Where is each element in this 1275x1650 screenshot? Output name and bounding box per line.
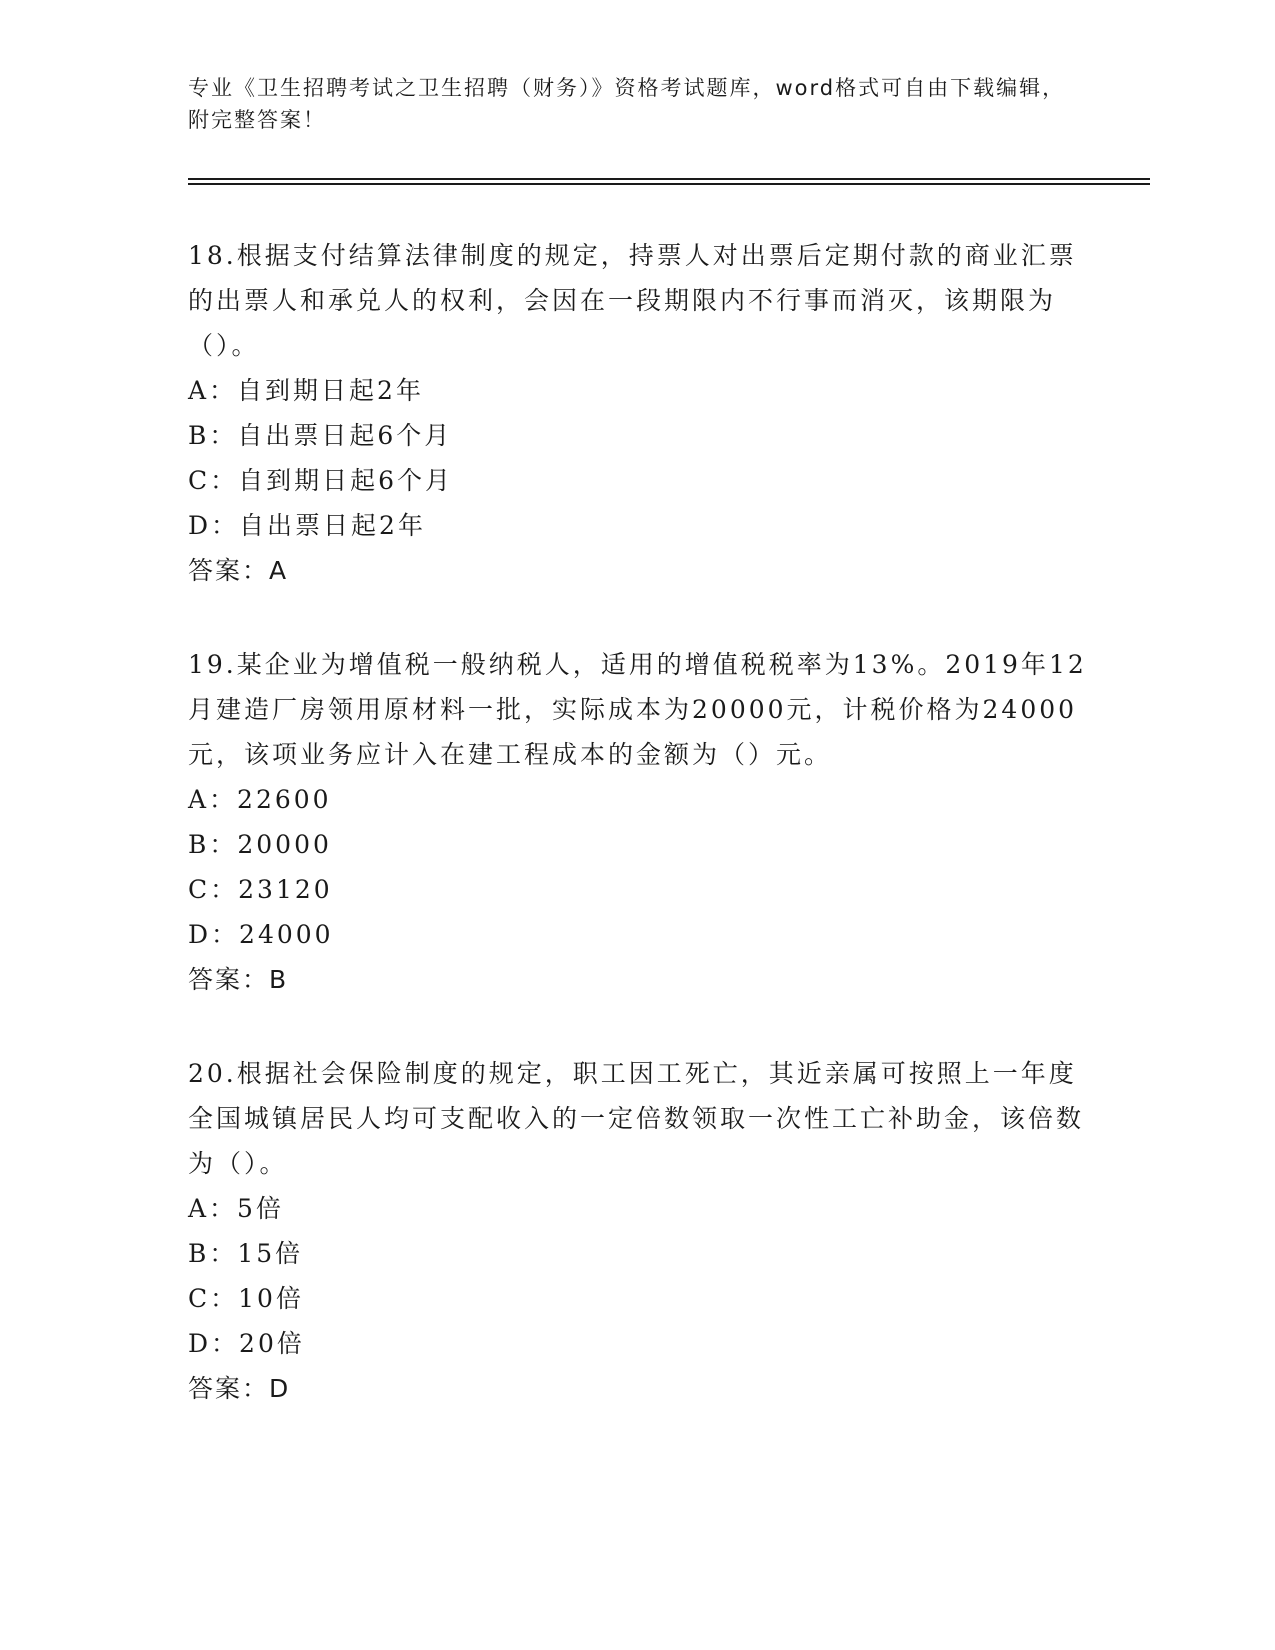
answer-label: 答案：A xyxy=(188,556,289,585)
option-a: A：22600 xyxy=(188,785,332,814)
option-b: B：20000 xyxy=(188,830,332,859)
option-a: A：自到期日起2年 xyxy=(188,376,424,405)
header-divider-top xyxy=(188,178,1150,180)
question-18 xyxy=(188,233,1088,593)
question-text: 19.某企业为增值税一般纳税人，适用的增值税税率为13%。2019年12月建造厂房领用原材料一批，实际成本为20000元，计税价格为24000元，该项业务应计入在建工程成本的金额为（）元。 xyxy=(188,650,1087,769)
option-b: B：自出票日起6个月 xyxy=(188,421,453,450)
question-20 xyxy=(188,1051,1088,1411)
option-c: C：自到期日起6个月 xyxy=(188,466,454,495)
option-a: A：5倍 xyxy=(188,1194,284,1223)
option-list xyxy=(188,1186,1088,1366)
option-b: B：15倍 xyxy=(188,1239,304,1268)
option-list xyxy=(188,368,1088,548)
question-text: 18.根据支付结算法律制度的规定，持票人对出票后定期付款的商业汇票的出票人和承兑人的权利，会因在一段期限内不行事而消灭，该期限为（）。 xyxy=(188,241,1077,360)
question-19 xyxy=(188,642,1088,1002)
answer-label: 答案：D xyxy=(188,1374,291,1403)
option-d: D：自出票日起2年 xyxy=(188,511,426,540)
option-d: D：24000 xyxy=(188,920,334,949)
header-divider-bottom xyxy=(188,183,1150,185)
answer-label: 答案：B xyxy=(188,965,289,994)
question-text: 20.根据社会保险制度的规定，职工因工死亡，其近亲属可按照上一年度全国城镇居民人均可支配收入的一定倍数领取一次性工亡补助金，该倍数为（）。 xyxy=(188,1059,1085,1178)
option-list xyxy=(188,777,1088,957)
option-c: C：23120 xyxy=(188,875,333,904)
option-d: D：20倍 xyxy=(188,1329,305,1358)
option-c: C：10倍 xyxy=(188,1284,304,1313)
document-header: 专业《卫生招聘考试之卫生招聘（财务）》资格考试题库，word格式可自由下载编辑，附完整答案！ xyxy=(188,76,1066,132)
